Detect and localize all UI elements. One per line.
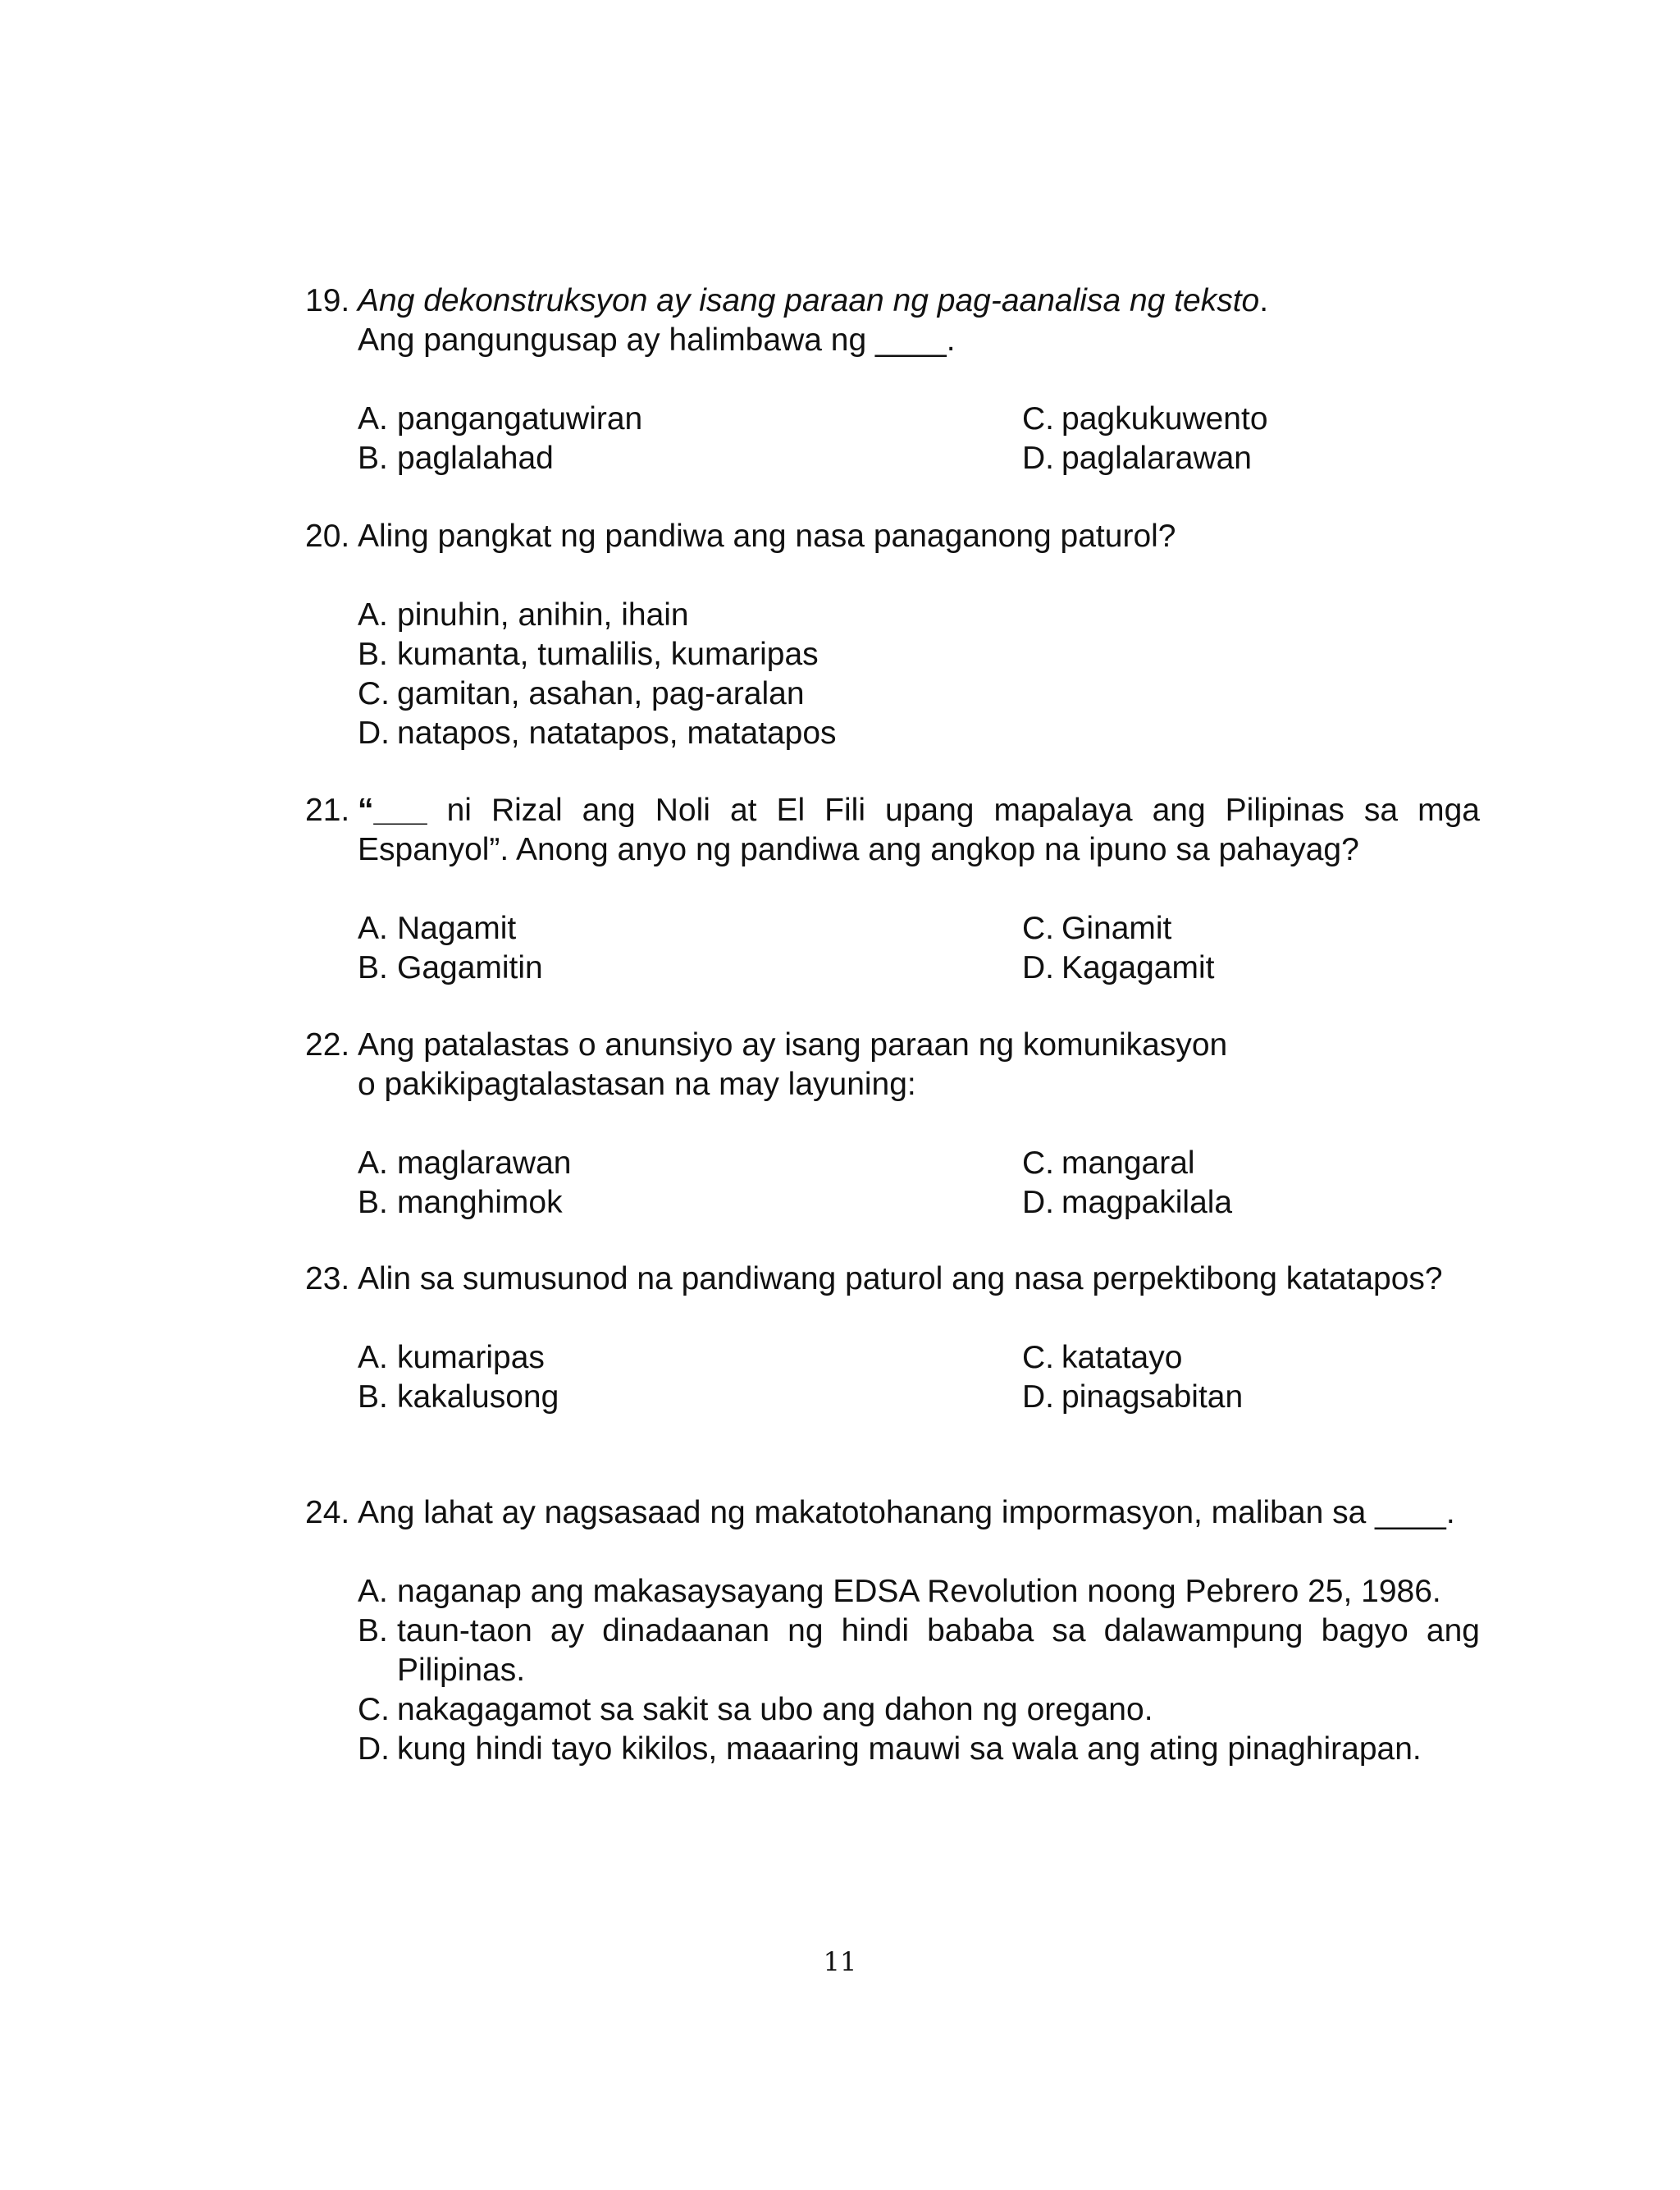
options — [358, 909, 1480, 988]
option-text: pinuhin, anihin, ihain — [397, 597, 689, 633]
option-text: Ginamit — [1061, 911, 1172, 946]
option-text: Gagamitin — [397, 950, 543, 985]
question-body: ni Rizal ang Noli at El Fili upang mapalaya ang Pilipinas sa mga Espanyol”. Anong anyo ng pandiwa ang angkop na ipuno sa pahayag? — [358, 793, 1480, 867]
option-c — [358, 674, 1480, 714]
option-b — [358, 1183, 1022, 1223]
question-21 — [305, 791, 1480, 988]
option-text: pagkukuwento — [1061, 401, 1268, 437]
page-number: 11 — [823, 1946, 857, 1977]
option-d — [1022, 1378, 1480, 1417]
option-text: pangangatuwiran — [397, 401, 643, 437]
option-letter: B. — [358, 1613, 388, 1648]
option-text: natapos, natatapos, matatapos — [397, 716, 837, 751]
option-letter: C. — [1022, 401, 1054, 437]
option-text: kumanta, tumalilis, kumaripas — [397, 637, 819, 672]
option-letter: C. — [358, 1692, 390, 1727]
option-letter: A. — [358, 597, 388, 633]
question-number: 20. — [305, 519, 350, 554]
question-number: 22. — [305, 1027, 350, 1063]
option-letter: A. — [358, 1145, 388, 1181]
option-letter: B. — [358, 950, 388, 985]
option-text: nakagagamot sa sakit sa ubo ang dahon ng oregano. — [397, 1692, 1153, 1727]
question-number: 24. — [305, 1495, 350, 1530]
question-number: 21. — [305, 793, 350, 828]
option-text: maglarawan — [397, 1145, 572, 1181]
option-a — [358, 909, 1022, 949]
option-c — [1022, 400, 1480, 439]
option-d — [358, 1730, 1480, 1769]
option-d — [358, 714, 1480, 753]
option-d — [1022, 949, 1480, 988]
option-letter: B. — [358, 1185, 388, 1220]
option-letter: D. — [1022, 1185, 1054, 1220]
question-23 — [305, 1260, 1480, 1417]
question-italic-text: Ang dekonstruksyon ay isang paraan ng pag-aanalisa ng teksto — [358, 283, 1260, 318]
option-text: Nagamit — [397, 911, 517, 946]
question-19 — [305, 281, 1480, 478]
option-letter: D. — [1022, 1379, 1054, 1415]
option-text: paglalahad — [397, 441, 554, 476]
option-d — [1022, 439, 1480, 478]
question-line-1: Ang patalastas o anunsiyo ay isang paraan ng komunikasyon — [358, 1027, 1228, 1063]
question-number: 23. — [305, 1261, 350, 1296]
option-text: kung hindi tayo kikilos, maaaring mauwi sa wala ang ating pinaghirapan. — [397, 1731, 1422, 1767]
option-letter: C. — [358, 676, 390, 711]
option-a — [358, 400, 1022, 439]
option-b — [358, 1612, 1480, 1690]
option-text: kumaripas — [397, 1340, 545, 1375]
option-letter: A. — [358, 401, 388, 437]
option-a — [358, 1338, 1022, 1378]
option-letter: D. — [358, 1731, 390, 1767]
option-letter: D. — [1022, 441, 1054, 476]
question-number: 19. — [305, 283, 350, 318]
option-text: magpakilala — [1061, 1185, 1233, 1220]
option-text: pinagsabitan — [1061, 1379, 1244, 1415]
answer-blank: “___ — [358, 793, 427, 828]
option-letter: A. — [358, 911, 388, 946]
options — [358, 596, 1480, 753]
option-text: gamitan, asahan, pag-aralan — [397, 676, 805, 711]
question-text — [358, 281, 1480, 360]
question-text: Aling pangkat ng pandiwa ang nasa panaganong paturol? — [358, 519, 1176, 554]
option-c — [1022, 1338, 1480, 1378]
question-text: Ang lahat ay nagsasaad ng makatotohanang impormasyon, maliban sa ____. — [358, 1495, 1455, 1530]
question-20 — [305, 517, 1480, 753]
option-letter: C. — [1022, 911, 1054, 946]
option-c — [358, 1690, 1480, 1730]
options — [358, 1572, 1480, 1769]
option-b — [358, 949, 1022, 988]
option-letter: C. — [1022, 1340, 1054, 1375]
option-text: manghimok — [397, 1185, 563, 1220]
option-text: Kagagamit — [1061, 950, 1215, 985]
options — [358, 400, 1480, 478]
option-letter: B. — [358, 1379, 388, 1415]
option-letter: A. — [358, 1340, 388, 1375]
question-text: Alin sa sumusunod na pandiwang paturol ang nasa perpektibong katatapos? — [358, 1261, 1443, 1296]
question-24 — [305, 1493, 1480, 1769]
option-letter: D. — [1022, 950, 1054, 985]
option-c — [1022, 1144, 1480, 1183]
option-text: naganap ang makasaysayang EDSA Revolution noong Pebrero 25, 1986. — [397, 1574, 1441, 1609]
question-period: . — [1259, 283, 1269, 318]
question-line-2: o pakikipagtalastasan na may layuning: — [358, 1067, 916, 1102]
option-d — [1022, 1183, 1480, 1223]
option-b — [358, 635, 1480, 674]
option-text: taun-taon ay dinadaanan ng hindi bababa sa dalawampung bagyo ang Pilipinas. — [397, 1613, 1480, 1688]
option-letter: B. — [358, 441, 388, 476]
option-text: mangaral — [1061, 1145, 1195, 1181]
option-letter: B. — [358, 637, 388, 672]
option-letter: C. — [1022, 1145, 1054, 1181]
option-b — [358, 439, 1022, 478]
question-text — [358, 791, 1480, 870]
option-a — [358, 596, 1480, 635]
option-b — [358, 1378, 1022, 1417]
option-text: katatayo — [1061, 1340, 1183, 1375]
options — [358, 1144, 1480, 1223]
option-a — [358, 1144, 1022, 1183]
option-c — [1022, 909, 1480, 949]
option-text: paglalarawan — [1061, 441, 1253, 476]
option-text: kakalusong — [397, 1379, 559, 1415]
question-text — [358, 1026, 1480, 1104]
option-a — [358, 1572, 1480, 1612]
options — [358, 1338, 1480, 1417]
option-letter: A. — [358, 1574, 388, 1609]
question-line-2: Ang pangungusap ay halimbawa ng ____. — [358, 322, 956, 358]
option-letter: D. — [358, 716, 390, 751]
question-22 — [305, 1026, 1480, 1223]
